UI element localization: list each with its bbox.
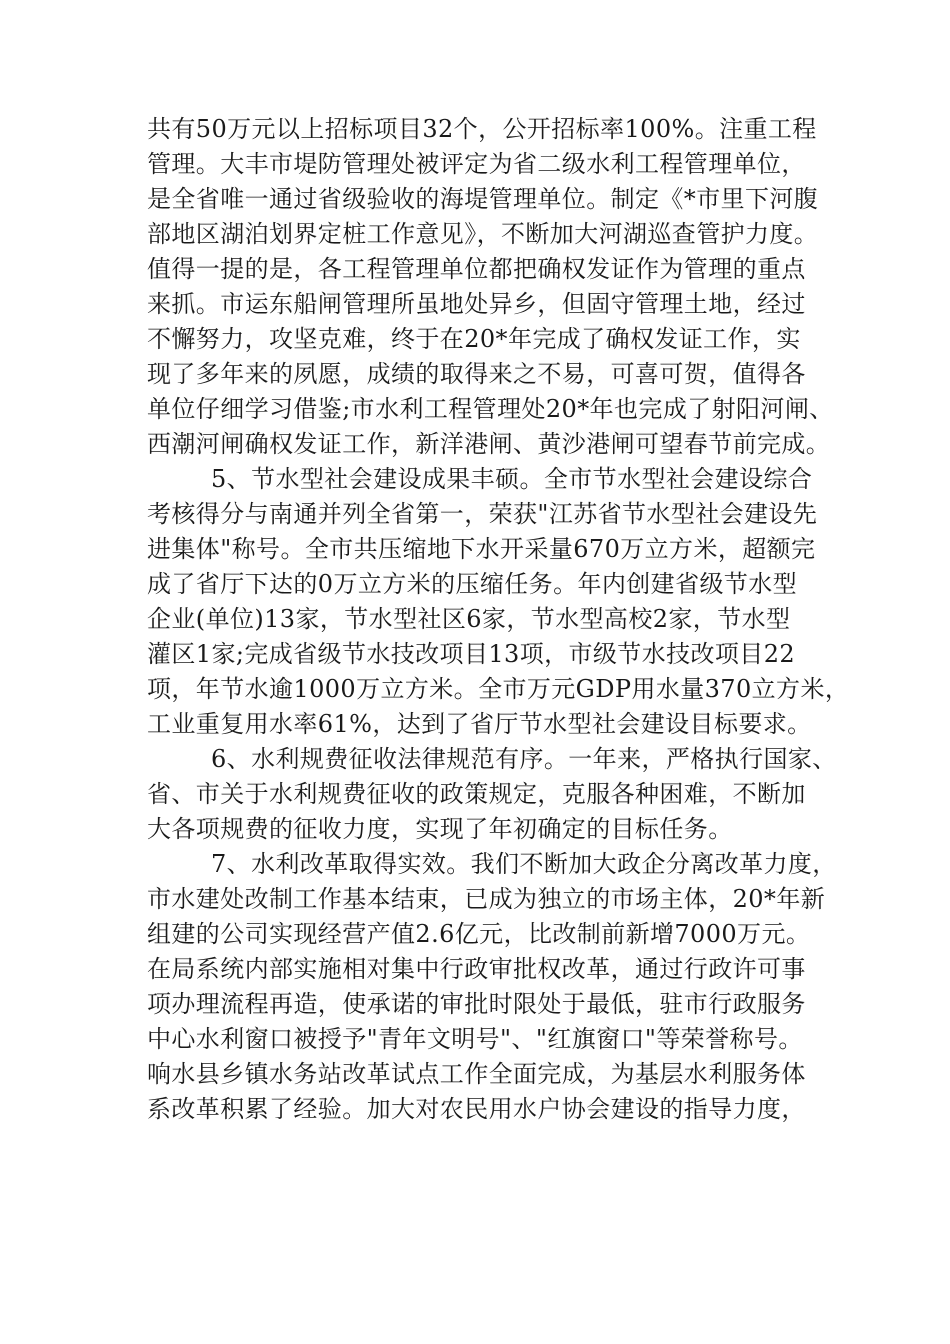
text-line: 大各项规费的征收力度，实现了年初确定的目标任务。 <box>147 815 733 843</box>
text-line: 进集体"称号。全市共压缩地下水开采量670万立方米，超额完 <box>147 535 816 563</box>
paragraph-start-line: 6、水利规费征收法律规范有序。一年来，严格执行国家、 <box>211 745 837 773</box>
paragraph-start-line: 5、节水型社会建设成果丰硕。全市节水型社会建设综合 <box>211 465 813 493</box>
text-line: 项，年节水逾1000万立方米。全市万元GDP用水量370立方米， <box>147 675 850 703</box>
text-line: 不懈努力，攻坚克难，终于在20*年完成了确权发证工作，实 <box>147 325 801 353</box>
text-line: 工业重复用水率61%，达到了省厅节水型社会建设目标要求。 <box>147 710 812 738</box>
text-line: 是全省唯一通过省级验收的海堤管理单位。制定《*市里下河腹 <box>147 185 819 213</box>
text-line: 单位仔细学习借鉴;市水利工程管理处20*年也完成了射阳河闸、 <box>147 395 834 423</box>
text-line: 管理。大丰市堤防管理处被评定为省二级水利工程管理单位， <box>147 150 806 178</box>
text-line: 灌区1家;完成省级节水技改项目13项，市级节水技改项目22 <box>147 640 796 668</box>
text-line: 响水县乡镇水务站改革试点工作全面完成，为基层水利服务体 <box>147 1060 806 1088</box>
text-line: 系改革积累了经验。加大对农民用水户协会建设的指导力度， <box>147 1095 806 1123</box>
paragraph-start-line: 7、水利改革取得实效。我们不断加大政企分离改革力度， <box>211 850 837 878</box>
text-line: 企业(单位)13家，节水型社区6家，节水型高校2家，节水型 <box>147 605 791 633</box>
text-line: 部地区湖泊划界定桩工作意见》，不断加大河湖巡查管护力度。 <box>147 220 819 248</box>
text-line: 组建的公司实现经营产值2.6亿元，比改制前新增7000万元。 <box>147 920 811 948</box>
text-line: 成了省厅下达的0万立方米的压缩任务。年内创建省级节水型 <box>147 570 798 598</box>
body-text <box>147 112 850 1127</box>
text-line: 来抓。市运东船闸管理所虽地处异乡，但固守管理土地，经过 <box>147 290 806 318</box>
text-line: 考核得分与南通并列全省第一，荣获"江苏省节水型社会建设先 <box>147 500 818 528</box>
text-line: 市水建处改制工作基本结束，已成为独立的市场主体，20*年新 <box>147 885 826 913</box>
text-line: 值得一提的是，各工程管理单位都把确权发证作为管理的重点 <box>147 255 806 283</box>
text-line: 现了多年来的夙愿，成绩的取得来之不易，可喜可贺，值得各 <box>147 360 806 388</box>
text-line: 共有50万元以上招标项目32个，公开招标率100%。注重工程 <box>147 115 817 143</box>
text-line: 省、市关于水利规费征收的政策规定，克服各种困难，不断加 <box>147 780 806 808</box>
text-line: 在局系统内部实施相对集中行政审批权改革，通过行政许可事 <box>147 955 806 983</box>
text-line: 西潮河闸确权发证工作，新洋港闸、黄沙港闸可望春节前完成。 <box>147 430 831 458</box>
text-line: 中心水利窗口被授予"青年文明号"、"红旗窗口"等荣誉称号。 <box>147 1025 803 1053</box>
text-line: 项办理流程再造，使承诺的审批时限处于最低，驻市行政服务 <box>147 990 806 1018</box>
